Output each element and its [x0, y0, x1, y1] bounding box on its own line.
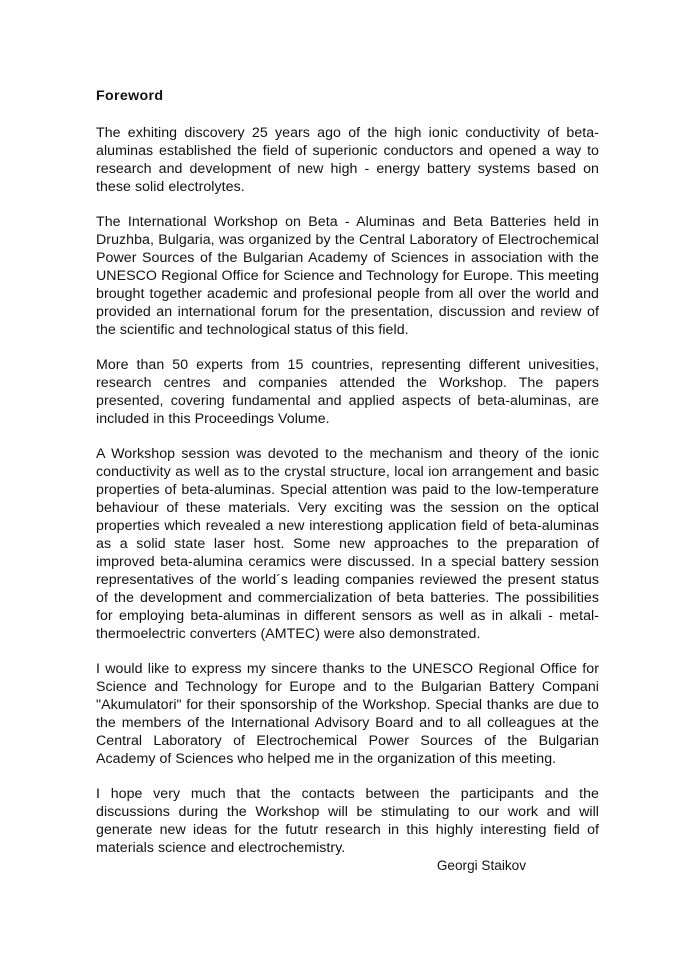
paragraph-closing: I hope very much that the contacts between the participants and the discussions during the Workshop will be stimulating to our work and will generate new ideas for the fututr research in this highly interesting field of materials science and electrochemistry.	[96, 786, 599, 856]
paragraph-discovery: The exhiting discovery 25 years ago of the high ionic conductivity of beta-aluminas established the field of superionic conductors and opened a way to research and development of new high - energy battery systems based on these solid electrolytes.	[96, 125, 599, 195]
paragraph-attendance: More than 50 experts from 15 countries, representing different univesities, research centres and companies attended the Workshop. The papers presented, covering fundamental and applied aspects of beta-aluminas, are included in this Proceedings Volume.	[96, 357, 599, 427]
paragraph-workshop-organization: The International Workshop on Beta - Aluminas and Beta Batteries held in Druzhba, Bulgaria, was organized by the Central Laboratory of Electrochemical Power Sources of the Bulgarian Academy of Sciences in association with the UNESCO Regional Office for Science and Technology for Europe. This meeting brought together academic and profesional people from all over the world and provided an international forum for the presentation, discussion and review of the scientific and technological status of this field.	[96, 214, 599, 338]
signature: Georgi Staikov	[436, 858, 526, 873]
paragraph-sessions: A Workshop session was devoted to the mechanism and theory of the ionic conductivity as well as to the crystal structure, local ion arrangement and basic properties of beta-aluminas. Special attention was paid to the low-temperature behaviour of these materials. Very exciting was the session on the optical properties which revealed a new interestiong application field of beta-aluminas as a solid state laser host. Some new approaches to the preparation of improved beta-alumina ceramics were discussed. In a special battery session representatives of the world´s leading companies reviewed the present status of the development and commercialization of beta batteries. The possibilities for employing beta-aluminas in different sensors as well as in alkali - metal-thermoelectric converters (AMTEC) were also demonstrated.	[96, 446, 599, 642]
paragraph-acknowledgements: I would like to express my sincere thanks to the UNESCO Regional Office for Science and Technology for Europe and to the Bulgarian Battery Compani "Akumulatori" for their sponsorship of the Workshop. Special thanks are due to the members of the International Advisory Board and to all colleagues at the Central Laboratory of Electrochemical Power Sources of the Bulgarian Academy of Sciences who helped me in the organization of this meeting.	[96, 661, 599, 767]
foreword-content	[96, 86, 599, 874]
page-title: Foreword	[96, 88, 164, 104]
